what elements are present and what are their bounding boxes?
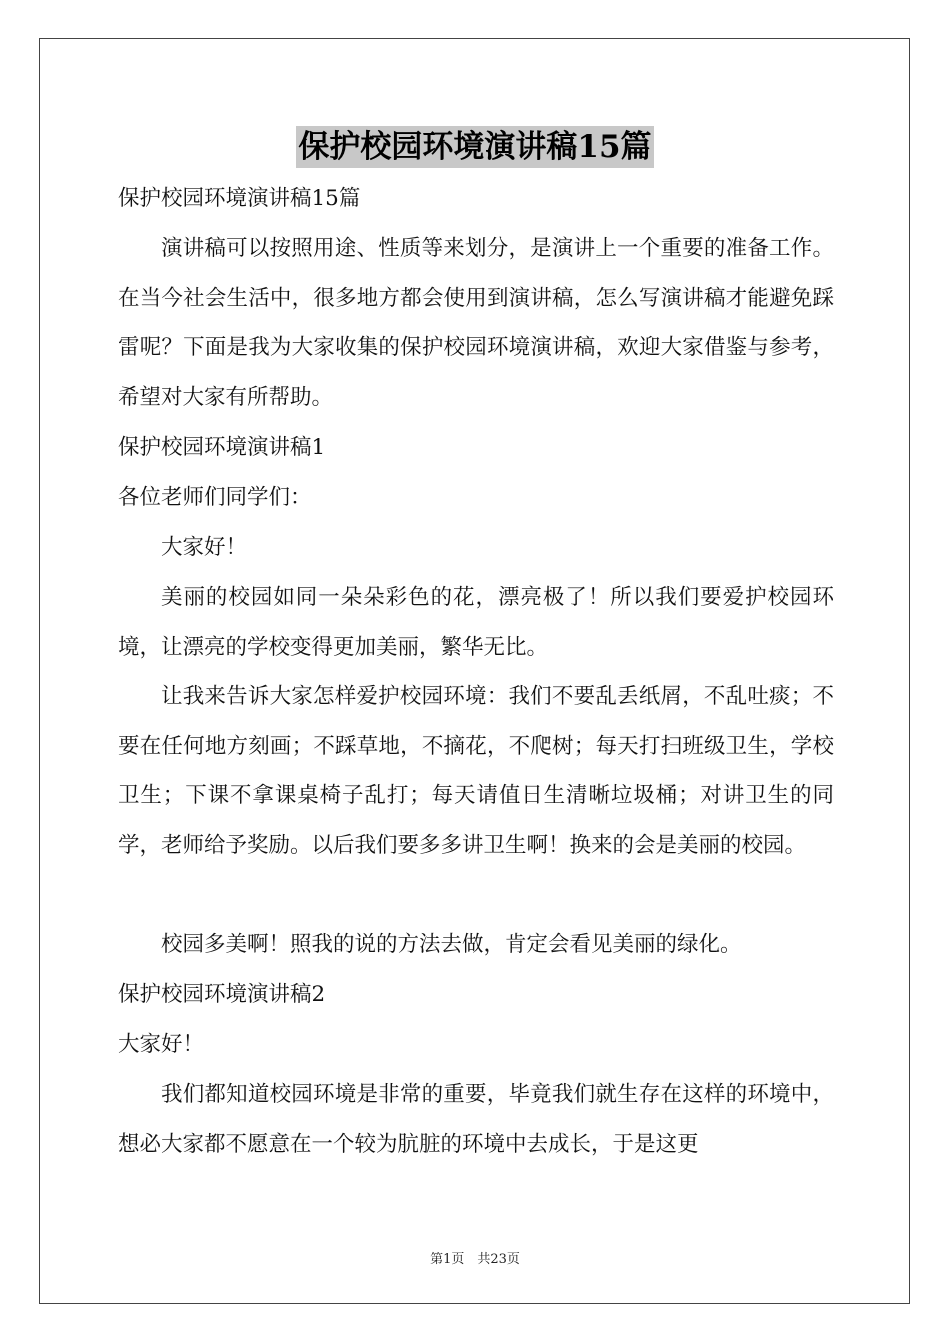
page-footer: 第1页 共23页 <box>430 1252 520 1267</box>
speech1-heading: 保护校园环境演讲稿1 <box>118 435 326 460</box>
intro-paragraph: 演讲稿可以按照用途、性质等来划分，是演讲上一个重要的准备工作。在当今社会生活中，很多地方都会使用到演讲稿，怎么写演讲稿才能避免踩雷呢？下面是我为大家收集的保护校园环境演讲稿，欢迎大家借鉴与参考，希望对大家有所帮助。 <box>118 236 834 410</box>
speech1-paragraph-1: 美丽的校园如同一朵朵彩色的花，漂亮极了！所以我们要爱护校园环境，让漂亮的学校变得更加美丽，繁华无比。 <box>118 585 834 660</box>
speech2-greeting: 大家好！ <box>118 1032 205 1057</box>
title-container <box>0 126 950 168</box>
speech1-greeting: 大家好！ <box>161 535 248 560</box>
speech1-paragraph-2: 让我来告诉大家怎样爱护校园环境：我们不要乱丢纸屑，不乱吐痰；不要在任何地方刻画；不踩草地，不摘花，不爬树；每天打扫班级卫生，学校卫生；下课不拿课桌椅子乱打；每天请值日生清晰垃圾桶；对讲卫生的同学，老师给予奖励。以后我们要多多讲卫生啊！换来的会是美丽的校园。 <box>118 684 834 858</box>
document-title: 保护校园环境演讲稿15篇 <box>296 126 653 168</box>
speech2-heading: 保护校园环境演讲稿2 <box>118 982 326 1007</box>
subtitle: 保护校园环境演讲稿15篇 <box>118 186 361 211</box>
speech2-paragraph-1: 我们都知道校园环境是非常的重要，毕竟我们就生存在这样的环境中，想必大家都不愿意在一个较为肮脏的环境中去成长，于是这更 <box>118 1082 834 1157</box>
speech1-salutation: 各位老师们同学们： <box>118 485 312 510</box>
speech1-paragraph-3: 校园多美啊！照我的说的方法去做，肯定会看见美丽的绿化。 <box>161 932 742 957</box>
